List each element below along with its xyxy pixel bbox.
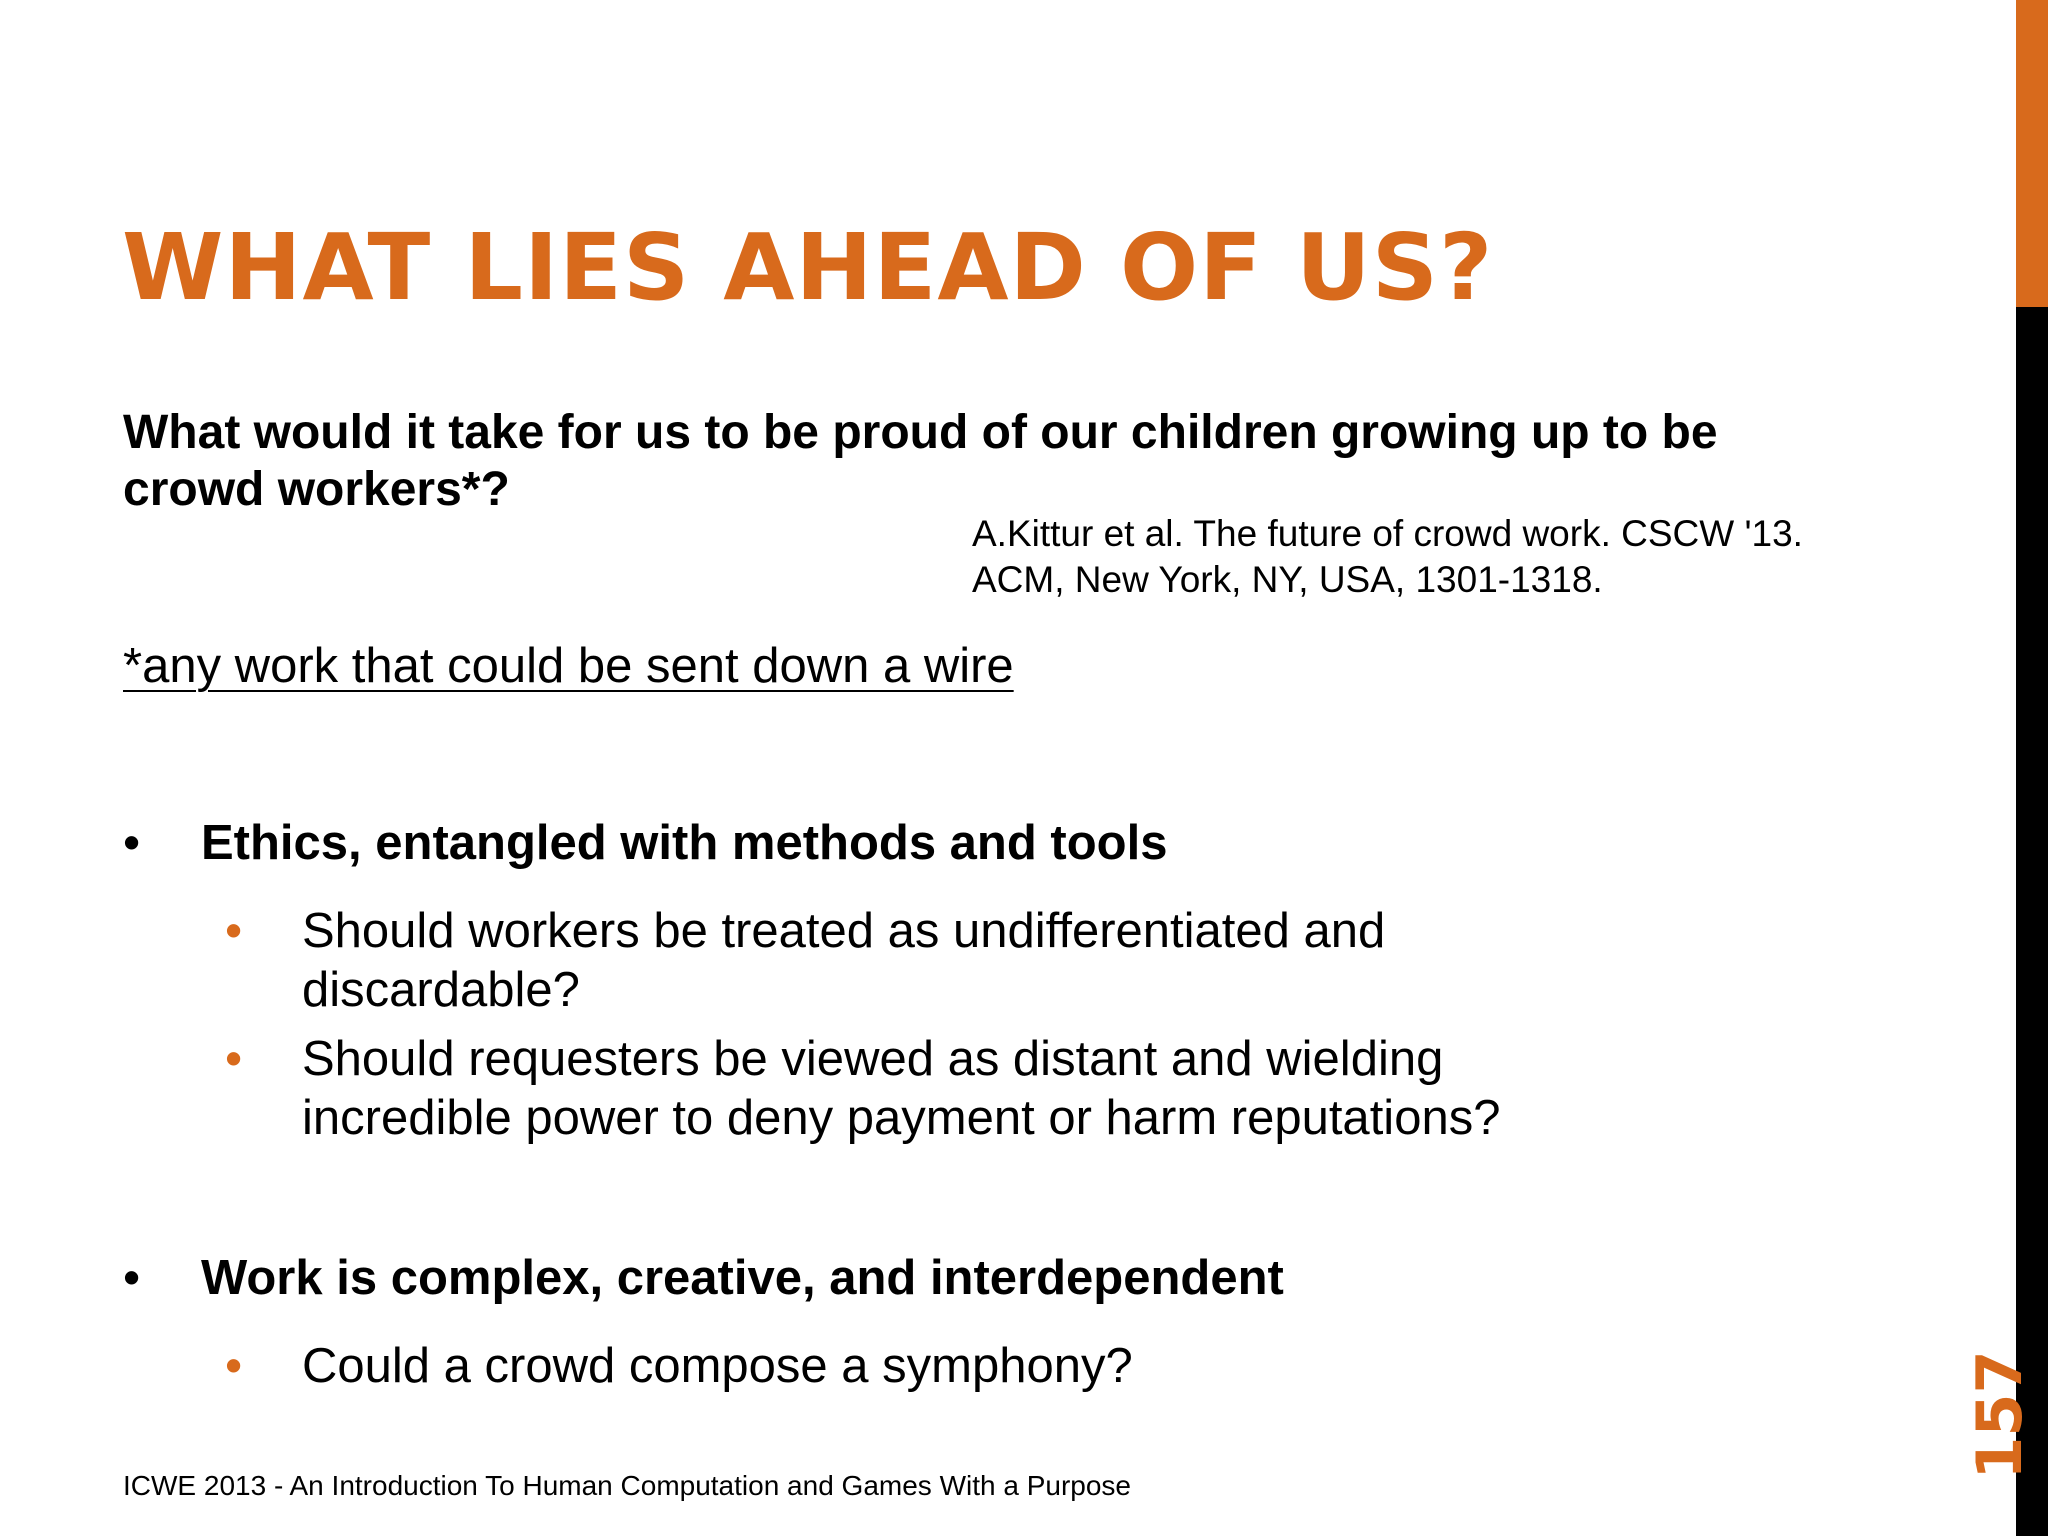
bullet-marker: •	[123, 816, 141, 870]
sub-bullet-marker: •	[225, 1339, 243, 1393]
bullet-marker: •	[123, 1251, 141, 1305]
sub-bullet-line: Could a crowd compose a symphony?	[302, 1339, 1133, 1393]
sub-bullet-workers	[225, 902, 1725, 1020]
sub-bullet-line: Should workers be treated as undifferentiated and	[302, 904, 1386, 958]
sub-bullet-text	[302, 1337, 1725, 1396]
bullet-text: Ethics, entangled with methods and tools	[201, 816, 1168, 870]
slide-title: WHAT LIES AHEAD OF US?	[122, 214, 1494, 321]
sub-bullet-line: Should requesters be viewed as distant and wielding	[302, 1032, 1444, 1086]
sub-bullet-marker: •	[225, 904, 243, 958]
sub-bullet-line: discardable?	[302, 963, 580, 1017]
question-text: What would it take for us to be proud of our children growing up to be crowd workers*?	[123, 406, 1718, 516]
footnote: *any work that could be sent down a wire	[123, 639, 1014, 693]
sub-bullet-text	[302, 1030, 1725, 1148]
sub-bullet-requesters	[225, 1030, 1725, 1148]
citation-line-2: ACM, New York, NY, USA, 1301-1318.	[972, 559, 1603, 600]
bullet-text: Work is complex, creative, and interdependent	[201, 1251, 1284, 1305]
citation-line-1: A.Kittur et al. The future of crowd work. CSCW '13.	[972, 513, 1803, 554]
sub-bullet-text	[302, 902, 1725, 1020]
sub-bullet-line: incredible power to deny payment or harm reputations?	[302, 1091, 1501, 1145]
sub-bullet-marker: •	[225, 1032, 243, 1086]
sub-bullet-symphony	[225, 1337, 1725, 1396]
side-bar-accent	[2016, 0, 2048, 307]
slide-number: 157	[1963, 1350, 2036, 1480]
footer-text: ICWE 2013 - An Introduction To Human Computation and Games With a Purpose	[123, 1470, 1131, 1501]
citation	[972, 511, 1972, 603]
